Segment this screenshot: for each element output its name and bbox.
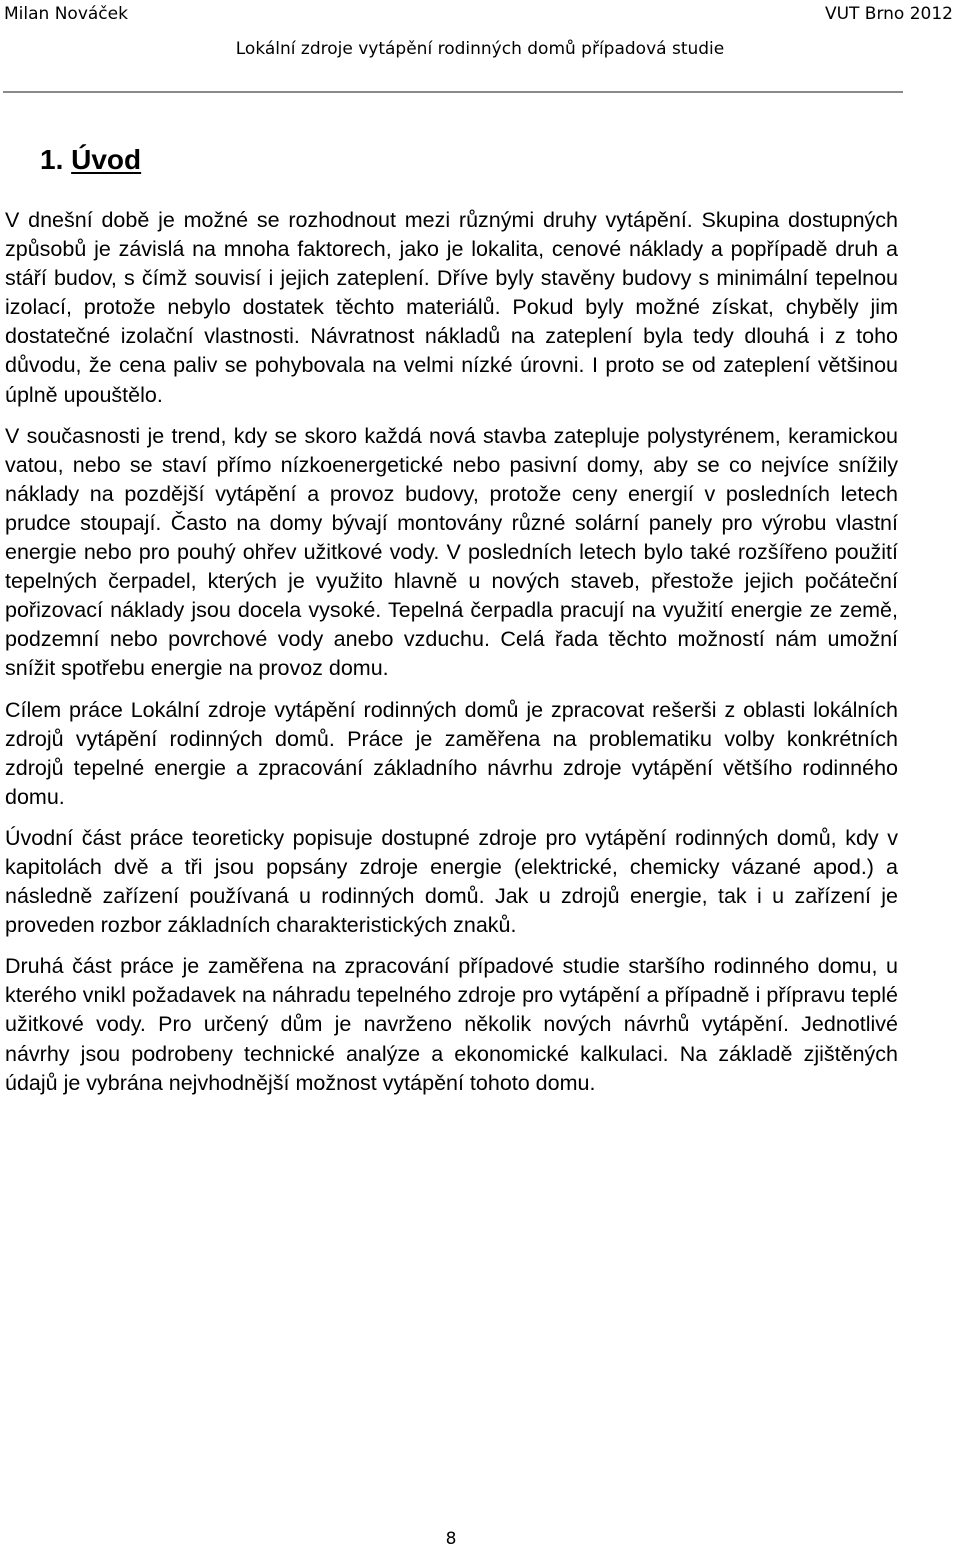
chapter-number: 1. (40, 144, 64, 175)
paragraph-3: Cílem práce Lokální zdroje vytápění rodinných domů je zpracovat rešerši z oblasti lokálních zdrojů vytápění rodinných domů. Práce je zaměřena na problematiku volby konkrétních zdrojů tepelné energie a zpracování základního návrhu zdroje vytápění většího rodinného domu. (5, 697, 898, 809)
chapter-heading (40, 142, 141, 178)
header-author: Milan Nováček (4, 4, 128, 24)
header-subtitle: Lokální zdroje vytápění rodinných domů případová studie (235, 39, 725, 59)
body-text (5, 206, 898, 1110)
paragraph-2: V současnosti je trend, kdy se skoro každá nová stavba zatepluje polystyrénem, keramickou vatou, nebo se staví přímo nízkoenergetické nebo pasivní domy, aby se co nejvíce snížily náklady na pozdější vytápění a provoz budovy, protože ceny energií v posledních letech prudce stoupají. Často na domy bývají montovány různé solární panely pro výrobu vlastní energie nebo pro pouhý ohřev užitkové vody. V posledních letech bylo také rozšířeno použití tepelných čerpadel, kterých je využito hlavně u nových staveb, přestože jejich počáteční pořizovací náklady jsou docela vysoké. Tepelná čerpadla pracují na využití energie ze země, podzemní nebo povrchové vody anebo vzduchu. Celá řada těchto možností nám umožní snížit spotřebu energie na provoz domu. (5, 423, 898, 681)
chapter-title: Úvod (71, 144, 142, 175)
page-number: 8 (445, 1529, 457, 1549)
paragraph-1: V dnešní době je možné se rozhodnout mezi různými druhy vytápění. Skupina dostupných způsobů je závislá na mnoha faktorech, jako je lokalita, cenové náklady a popřípadě druh a stáří budov, s čímž souvisí i jejich zateplení. Dříve byly stavěny budovy s minimální tepelnou izolací, protože nebylo dostatek těchto materiálů. Pokud byly možné získat, chyběly jim dostatečné izolační vlastnosti. Návratnost nákladů na zateplení byla tedy dlouhá i z toho důvodu, že cena paliv se pohybovala na velmi nízké úrovni. I proto se od zateplení většinou úplně upouštělo. (5, 208, 898, 407)
header-school-year: VUT Brno 2012 (824, 4, 953, 24)
paragraph-4: Úvodní část práce teoreticky popisuje dostupné zdroje pro vytápění rodinných domů, kdy v kapitolách dvě a tři jsou popsány zdroje energie (elektrické, chemicky vázané apod.) a následně zařízení používaná u rodinných domů. Jak u zdrojů energie, tak i u zařízení je proveden rozbor základních charakteristických znaků. (5, 825, 898, 938)
page-header (0, 0, 960, 100)
header-divider (3, 91, 903, 93)
paragraph-5: Druhá část práce je zaměřena na zpracování případové studie staršího rodinného domu, u kterého vnikl požadavek na náhradu tepelného zdroje pro vytápění a případně i přípravu teplé užitkové vody. Pro určený dům je navrženo několik nových návrhů vytápění. Jednotlivé návrhy jsou podrobeny technické analýze a ekonomické kalkulaci. Na základě zjištěných údajů je vybrána nejvhodnější možnost vytápění tohoto domu. (5, 954, 898, 1095)
